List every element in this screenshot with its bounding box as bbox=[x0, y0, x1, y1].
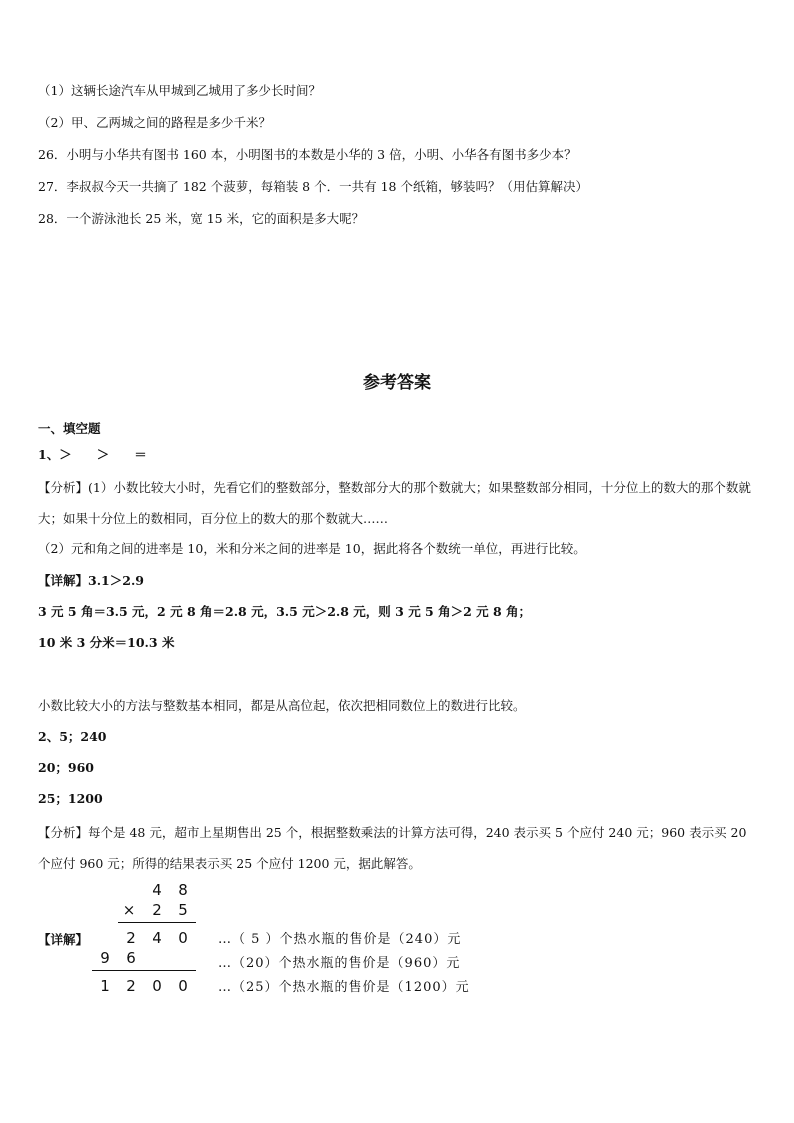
calc-digit: 9 bbox=[100, 949, 110, 967]
answer-2-detail-label: 【详解】 bbox=[38, 932, 89, 947]
answer-2-line-3: 25；1200 bbox=[38, 791, 103, 806]
calc-digit: 6 bbox=[126, 949, 136, 967]
calc-rule bbox=[118, 922, 196, 923]
times-sign: × bbox=[122, 901, 136, 919]
calc-note-2: …（20）个热水瓶的售价是（960）元 bbox=[218, 956, 461, 971]
question-sub1: （1）这辆长途汽车从甲城到乙城用了多少长时间？ bbox=[38, 83, 321, 98]
calc-digit: 5 bbox=[178, 901, 188, 919]
question-28: 28．一个游泳池长 25 米，宽 15 米，它的面积是多大呢？ bbox=[38, 211, 365, 226]
calc-digit: 2 bbox=[152, 901, 162, 919]
answer-1-detail: 【详解】3.1＞2.9 bbox=[38, 573, 144, 588]
calc-digit: 4 bbox=[152, 929, 162, 947]
answer-2-line-1: 2、5；240 bbox=[38, 729, 107, 744]
answer-2-line-2: 20；960 bbox=[38, 760, 94, 775]
question-27: 27．李叔叔今天一共摘了 182 个菠萝，每箱装 8 个．一共有 18 个纸箱，够装吗？（用估算解决） bbox=[38, 179, 588, 194]
calc-rule bbox=[92, 970, 196, 971]
answer-1-analysis-2: （2）元和角之间的进率是 10，米和分米之间的进率是 10，据此将各个数统一单位，再进行比较。 bbox=[38, 541, 586, 556]
calc-digit: 0 bbox=[178, 977, 188, 995]
question-26: 26．小明与小华共有图书 160 本，小明图书的本数是小华的 3 倍，小明、小华各有图书多少本？ bbox=[38, 147, 577, 162]
answer-1: 1、＞ ＞ ＝ bbox=[38, 447, 147, 462]
answers-title: 参考答案 bbox=[363, 373, 431, 393]
answer-1-analysis: 【分析】(1）小数比较大小时，先看它们的整数部分，整数部分大的那个数就大；如果整数部分相同，十分位上的数大的那个数就大；如果十分位上的数相同，百分位上的数大的那个数就大…… bbox=[38, 480, 751, 526]
calc-digit: 1 bbox=[100, 977, 110, 995]
calc-digit: 2 bbox=[126, 929, 136, 947]
answer-1-detail-2: 3 元 5 角＝3.5 元，2 元 8 角＝2.8 元，3.5 元＞2.8 元，则 3 元 5 角＞2 元 8 角； bbox=[38, 604, 532, 619]
section-fill-blank: 一、填空题 bbox=[38, 421, 101, 436]
calc-note-3: …（25）个热水瓶的售价是（1200）元 bbox=[218, 980, 470, 995]
calc-note-1: …（ 5 ）个热水瓶的售价是（240）元 bbox=[218, 932, 462, 947]
answer-2-analysis: 【分析】每个是 48 元，超市上星期售出 25 个，根据整数乘法的计算方法可得，240 表示买 5 个应付 240 元；960 表示买 20 个应付 960 元；所得的结果表示买 25 个应付 1200 元，据此解答。 bbox=[38, 825, 747, 871]
answer-1-summary: 小数比较大小的方法与整数基本相同，都是从高位起，依次把相同数位上的数进行比较。 bbox=[38, 698, 526, 713]
calc-digit: 8 bbox=[178, 881, 188, 899]
calc-digit: 4 bbox=[152, 881, 162, 899]
calc-digit: 0 bbox=[178, 929, 188, 947]
calc-digit: 2 bbox=[126, 977, 136, 995]
question-sub2: （2）甲、乙两城之间的路程是多少千米？ bbox=[38, 115, 271, 130]
calc-digit: 0 bbox=[152, 977, 162, 995]
answer-1-detail-3: 10 米 3 分米＝10.3 米 bbox=[38, 635, 175, 650]
